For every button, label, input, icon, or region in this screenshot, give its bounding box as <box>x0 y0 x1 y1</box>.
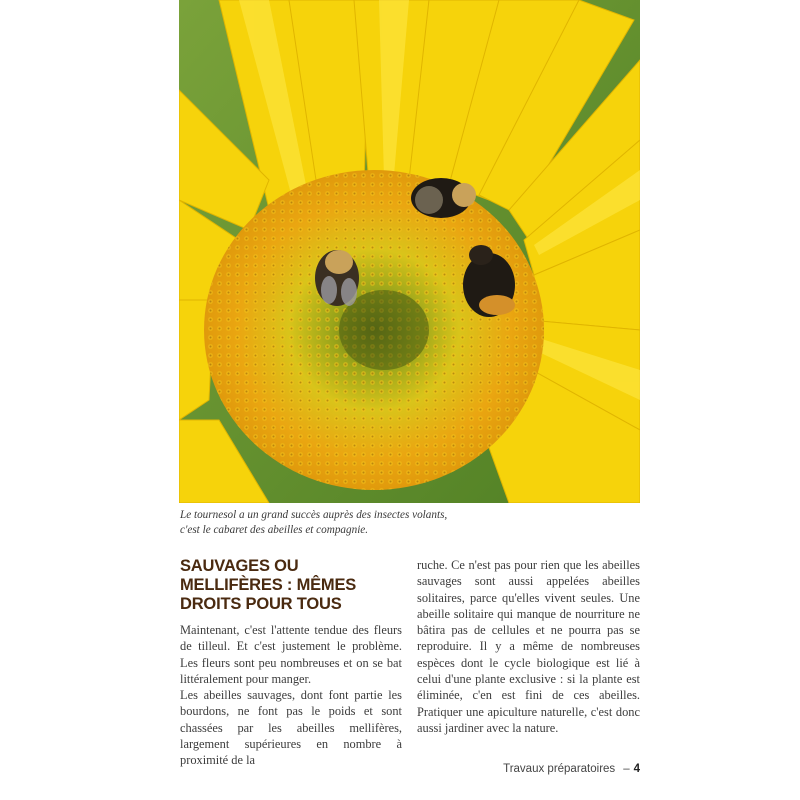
article-heading: SAUVAGES OU MELLIFÈRES : MÊMES DROITS POUR TOUS <box>180 557 357 613</box>
article-column-right <box>417 557 640 736</box>
article-paragraph-1: Maintenant, c'est l'attente tendue des fleurs de tilleul. Et c'est justement le problème. Les fleurs sont peu nombreuses et on se bat littéralement pour manger. <box>180 623 402 686</box>
article-column-left <box>180 557 402 769</box>
sunflower-photo <box>179 0 640 503</box>
caption-line-1: Le tournesol a un grand succès auprès des insectes volants, <box>180 509 448 521</box>
page-number: 4 <box>633 763 640 775</box>
caption-line-2: c'est le cabaret des abeilles et compagnie. <box>180 524 369 536</box>
photo-caption <box>180 508 640 538</box>
article-paragraph-2: Les abeilles sauvages, dont font partie les bourdons, ne font pas le poids et sont chassées par les abeilles mellifères, largement supérieures en nombre à proximité de la <box>180 688 402 768</box>
footer-separator: – <box>623 763 630 775</box>
article-paragraph-3: ruche. Ce n'est pas pour rien que les abeilles sauvages sont aussi appelées abeilles solitaires, parce qu'elles vivent seules. Une abeille solitaire qui manque de nourriture ne bâtira pas de cellules et ne pourra pas se reproduire. Il y a même de nombreuses espèces dont le cycle biologique est lié à celui d'une plante exclusive : si la plante est éliminée, c'en est fini de ces abeilles. Pratiquer une apiculture naturelle, c'est donc aussi jardiner avec la nature. <box>417 558 640 735</box>
footer-section-title: Travaux préparatoires <box>503 763 616 775</box>
page-footer <box>503 763 640 775</box>
sunflower-bees-illustration <box>179 0 640 503</box>
